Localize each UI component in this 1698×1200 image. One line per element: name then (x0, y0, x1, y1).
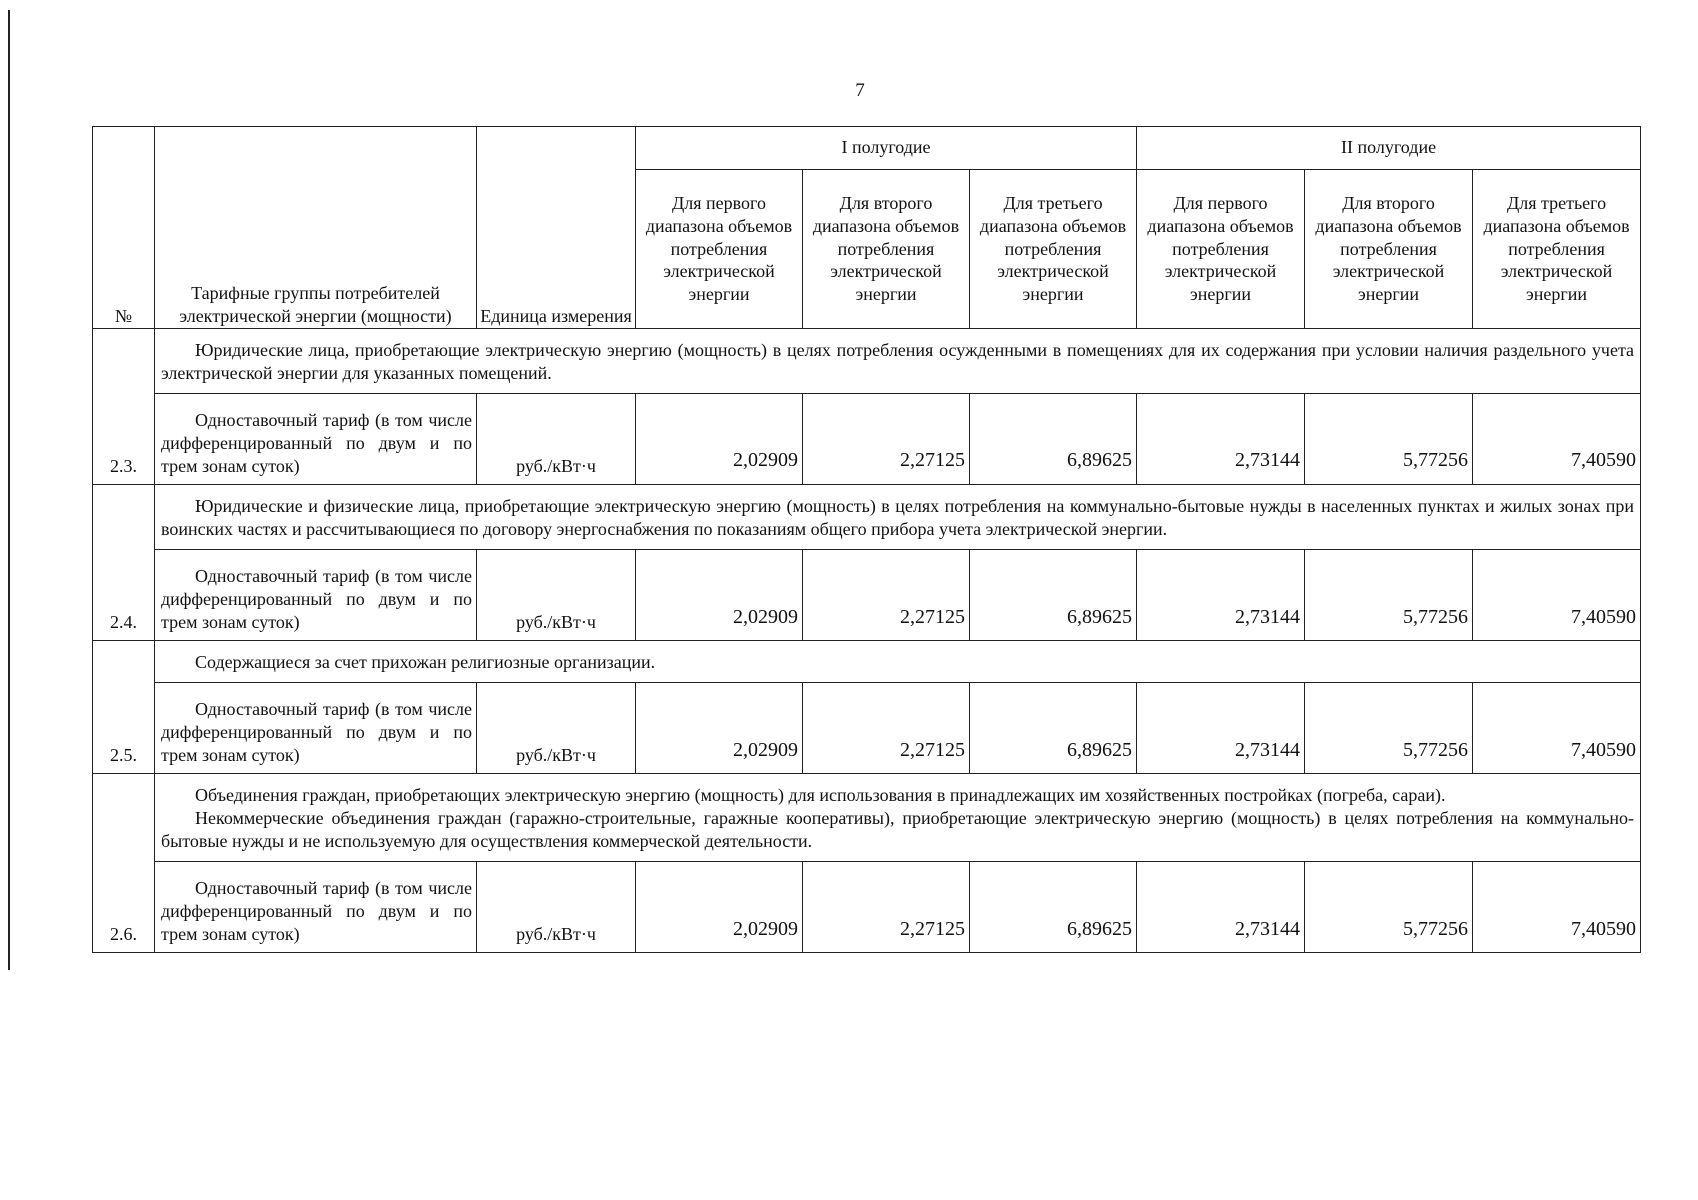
section-description-text: Юридические лица, приобретающие электрическую энергию (мощность) в целях потребления осужденными в помещениях для их содержания при условии наличия раздельного учета электрической энергии для указанных помещений. (161, 340, 1635, 384)
section-description-row (93, 485, 1641, 550)
tariff-value-h2-range1: 2,73144 (1137, 550, 1305, 641)
tariff-value-h1-range2: 2,27125 (803, 394, 970, 485)
tariff-value-h2-range2: 5,77256 (1305, 550, 1473, 641)
tariff-table (92, 126, 1641, 953)
tariff-row (93, 862, 1641, 953)
tariff-unit: руб./кВт·ч (477, 550, 636, 641)
section-description-text: Объединения граждан, приобретающих электрическую энергию (мощность) для использования в принадлежащих им хозяйственных постройках (погреба, сараи). (195, 785, 1446, 806)
tariff-name-text: Одноставочный тариф (в том числе дифференцированный по двум и по трем зонам суток) (161, 699, 472, 766)
tariff-value-h1-range2: 2,27125 (803, 862, 970, 953)
tariff-name (155, 683, 477, 774)
section-description (155, 329, 1641, 394)
header-range-h2-3: Для третьего диапазона объемов потребления электрической энергии (1473, 170, 1641, 329)
tariff-value-h2-range2: 5,77256 (1305, 683, 1473, 774)
header-row-halves (93, 127, 1641, 170)
header-consumer-group: Тарифные группы потребителей электрической энергии (мощности) (155, 127, 477, 329)
tariff-value-h1-range2: 2,27125 (803, 550, 970, 641)
section-description-text: Некоммерческие объединения граждан (гаражно-строительные, гаражные кооперативы), приобретающие электрическую энергию (мощность) в целях потребления на коммунально-бытовые нужды и не используемую для осуществления коммерческой деятельности. (161, 808, 1635, 852)
tariff-unit: руб./кВт·ч (477, 394, 636, 485)
tariff-value-h2-range3: 7,40590 (1473, 862, 1641, 953)
section-description (155, 485, 1641, 550)
header-half-2: II полугодие (1137, 127, 1641, 170)
header-unit: Единица измерения (477, 127, 636, 329)
tariff-row (93, 550, 1641, 641)
page-number: 7 (855, 80, 865, 101)
header-number: № (93, 127, 155, 329)
section-number: 2.4. (93, 485, 155, 641)
tariff-value-h2-range3: 7,40590 (1473, 394, 1641, 485)
tariff-name (155, 550, 477, 641)
section-description-text: Юридические и физические лица, приобретающие электрическую энергию (мощность) в целях потребления на коммунально-бытовые нужды в населенных пунктах и жилых зонах при воинских частях и рассчитывающиеся по договору энергоснабжения по показаниям общего прибора учета электрической энергии. (161, 496, 1635, 540)
tariff-name-text: Одноставочный тариф (в том числе дифференцированный по двум и по трем зонам суток) (161, 409, 472, 477)
tariff-value-h1-range1: 2,02909 (636, 394, 803, 485)
header-half-1: I полугодие (636, 127, 1137, 170)
tariff-value-h1-range3: 6,89625 (970, 394, 1137, 485)
tariff-name (155, 862, 477, 953)
tariff-name-text: Одноставочный тариф (в том числе дифференцированный по двум и по трем зонам суток) (161, 566, 472, 633)
tariff-value-h2-range3: 7,40590 (1473, 683, 1641, 774)
tariff-value-h1-range1: 2,02909 (636, 862, 803, 953)
tariff-value-h1-range3: 6,89625 (970, 683, 1137, 774)
header-range-h2-1: Для первого диапазона объемов потребления электрической энергии (1137, 170, 1305, 329)
tariff-name-text: Одноставочный тариф (в том числе дифференцированный по двум и по трем зонам суток) (161, 878, 472, 945)
tariff-row (93, 394, 1641, 485)
section-description (155, 641, 1641, 683)
tariff-value-h2-range1: 2,73144 (1137, 683, 1305, 774)
tariff-value-h2-range1: 2,73144 (1137, 394, 1305, 485)
header-range-h2-2: Для второго диапазона объемов потребления электрической энергии (1305, 170, 1473, 329)
tariff-value-h2-range2: 5,77256 (1305, 394, 1473, 485)
header-range-h1-3: Для третьего диапазона объемов потребления электрической энергии (970, 170, 1137, 329)
tariff-unit: руб./кВт·ч (477, 683, 636, 774)
header-range-h1-2: Для второго диапазона объемов потребления электрической энергии (803, 170, 970, 329)
tariff-value-h1-range1: 2,02909 (636, 550, 803, 641)
section-description-row (93, 774, 1641, 862)
header-range-h1-1: Для первого диапазона объемов потребления электрической энергии (636, 170, 803, 329)
section-description-row (93, 329, 1641, 394)
scan-edge-line (8, 10, 10, 970)
section-description-row (93, 641, 1641, 683)
tariff-value-h2-range3: 7,40590 (1473, 550, 1641, 641)
tariff-name (155, 394, 477, 485)
tariff-value-h1-range3: 6,89625 (970, 862, 1137, 953)
tariff-value-h1-range1: 2,02909 (636, 683, 803, 774)
section-number: 2.6. (93, 774, 155, 953)
tariff-value-h1-range3: 6,89625 (970, 550, 1137, 641)
section-number: 2.5. (93, 641, 155, 774)
section-description (155, 774, 1641, 862)
section-number: 2.3. (93, 329, 155, 485)
tariff-value-h1-range2: 2,27125 (803, 683, 970, 774)
section-description-text: Содержащиеся за счет прихожан религиозные организации. (195, 652, 656, 673)
tariff-row (93, 683, 1641, 774)
tariff-value-h2-range1: 2,73144 (1137, 862, 1305, 953)
tariff-value-h2-range2: 5,77256 (1305, 862, 1473, 953)
tariff-unit: руб./кВт·ч (477, 862, 636, 953)
